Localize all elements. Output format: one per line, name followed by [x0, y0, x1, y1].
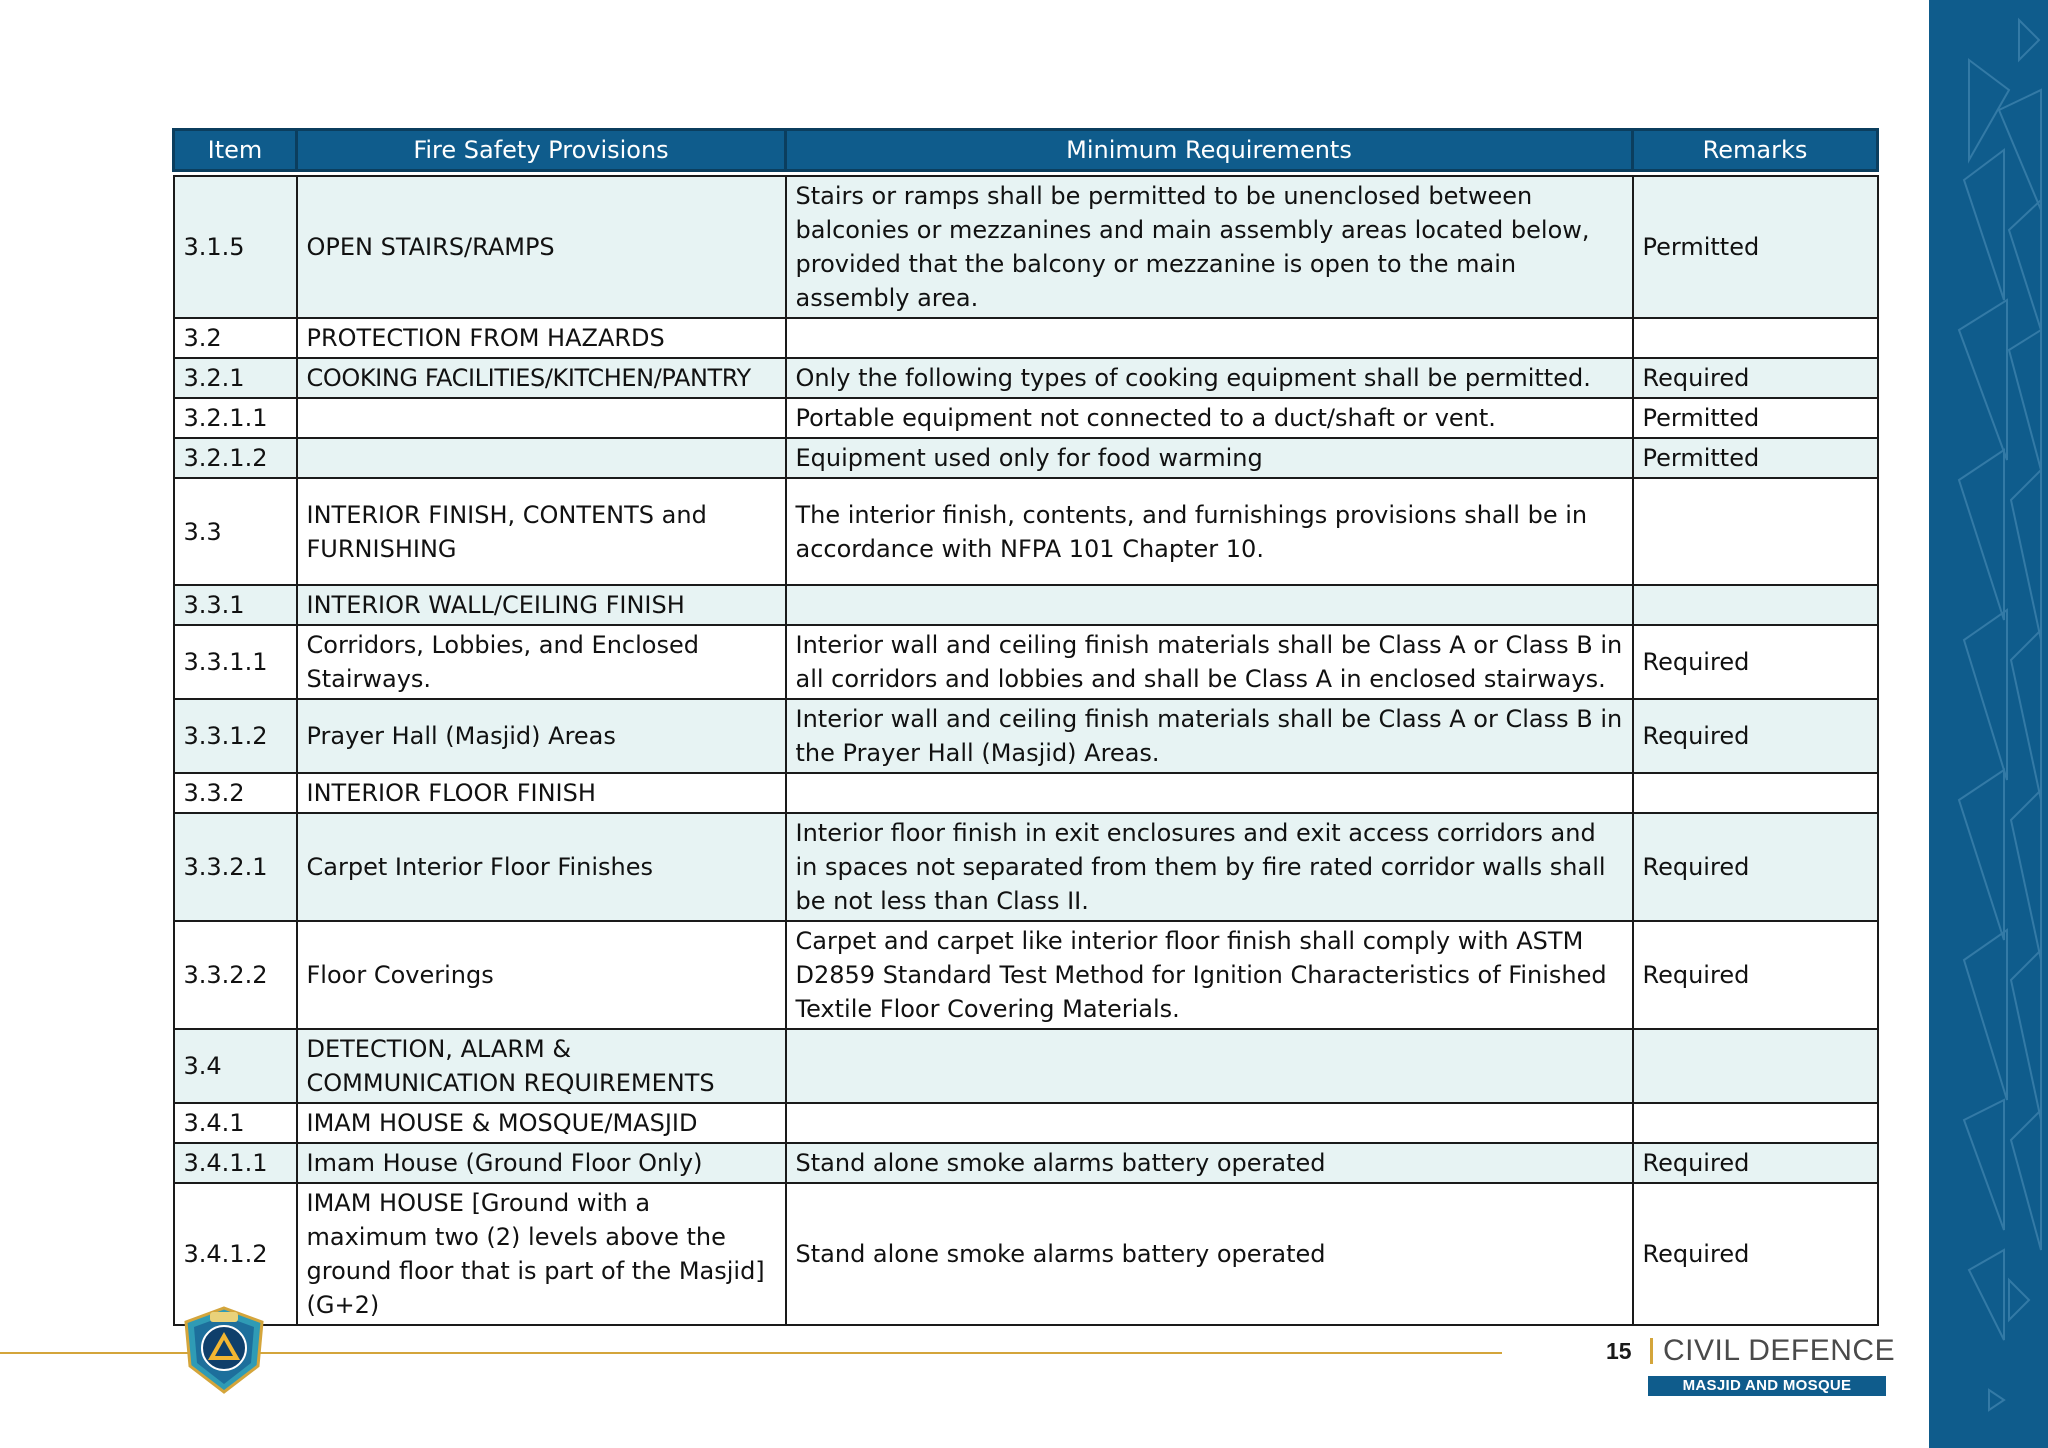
header-item: Item [174, 130, 297, 171]
table-row [174, 625, 1878, 699]
cell-item: 3.3.1.2 [174, 699, 297, 773]
cell-item: 3.3.2.1 [174, 813, 297, 921]
table-row [174, 773, 1878, 813]
table-header-row [174, 130, 1878, 171]
cell-remarks: Permitted [1633, 176, 1878, 318]
footer-separator [1650, 1338, 1653, 1364]
cell-item: 3.2.1.2 [174, 438, 297, 478]
civil-defence-emblem-logo [180, 1306, 268, 1394]
cell-item: 3.3 [174, 478, 297, 585]
cell-provision: INTERIOR FINISH, CONTENTS and FURNISHING [297, 478, 786, 585]
cell-item: 3.3.2.2 [174, 921, 297, 1029]
table-row [174, 585, 1878, 625]
cell-requirement: Interior wall and ceiling finish materials shall be Class A or Class B in the Prayer Hall (Masjid) Areas. [786, 699, 1633, 773]
cell-item: 3.2 [174, 318, 297, 358]
cell-provision: PROTECTION FROM HAZARDS [297, 318, 786, 358]
side-decorative-band [1929, 0, 2048, 1448]
cell-provision: IMAM HOUSE & MOSQUE/MASJID [297, 1103, 786, 1143]
cell-requirement [786, 318, 1633, 358]
cell-item: 3.2.1 [174, 358, 297, 398]
cell-requirement [786, 585, 1633, 625]
cell-requirement: Stand alone smoke alarms battery operated [786, 1143, 1633, 1183]
cell-requirement: Only the following types of cooking equipment shall be permitted. [786, 358, 1633, 398]
cell-remarks: Required [1633, 1183, 1878, 1325]
cell-requirement: Interior wall and ceiling finish materials shall be Class A or Class B in all corridors and lobbies and shall be Class A in enclosed stairways. [786, 625, 1633, 699]
table-row [174, 358, 1878, 398]
table-row [174, 1029, 1878, 1103]
cell-item: 3.3.2 [174, 773, 297, 813]
cell-remarks: Permitted [1633, 398, 1878, 438]
table-row [174, 1103, 1878, 1143]
table-row [174, 176, 1878, 318]
cell-requirement: The interior finish, contents, and furnishings provisions shall be in accordance with NFPA 101 Chapter 10. [786, 478, 1633, 585]
table-row [174, 478, 1878, 585]
cell-item: 3.4.1 [174, 1103, 297, 1143]
table-row [174, 318, 1878, 358]
document-subtitle-badge: MASJID AND MOSQUE [1648, 1376, 1886, 1396]
cell-provision: Corridors, Lobbies, and Enclosed Stairways. [297, 625, 786, 699]
page-number: 15 [1606, 1338, 1632, 1364]
cell-remarks: Required [1633, 921, 1878, 1029]
cell-requirement: Interior floor finish in exit enclosures and exit access corridors and in spaces not separated from them by fire rated corridor walls shall be not less than Class II. [786, 813, 1633, 921]
cell-remarks: Permitted [1633, 438, 1878, 478]
cell-requirement [786, 1029, 1633, 1103]
cell-provision [297, 398, 786, 438]
geometric-pattern [1929, 0, 2048, 1448]
table-row [174, 813, 1878, 921]
header-fire-safety-provisions: Fire Safety Provisions [297, 130, 786, 171]
cell-provision: Floor Coverings [297, 921, 786, 1029]
header-minimum-requirements: Minimum Requirements [786, 130, 1633, 171]
cell-item: 3.2.1.1 [174, 398, 297, 438]
cell-requirement: Stand alone smoke alarms battery operated [786, 1183, 1633, 1325]
cell-remarks [1633, 1103, 1878, 1143]
cell-provision: INTERIOR FLOOR FINISH [297, 773, 786, 813]
cell-remarks [1633, 773, 1878, 813]
table-row [174, 1183, 1878, 1325]
table-row [174, 1143, 1878, 1183]
cell-item: 3.3.1 [174, 585, 297, 625]
table-row [174, 398, 1878, 438]
cell-item: 3.4.1.2 [174, 1183, 297, 1325]
header-remarks: Remarks [1633, 130, 1878, 171]
cell-requirement: Carpet and carpet like interior floor finish shall comply with ASTM D2859 Standard Test Method for Ignition Characteristics of Finished Textile Floor Covering Materials. [786, 921, 1633, 1029]
cell-requirement [786, 1103, 1633, 1143]
cell-provision: IMAM HOUSE [Ground with a maximum two (2) levels above the ground floor that is part of the Masjid] (G+2) [297, 1183, 786, 1325]
cell-remarks [1633, 1029, 1878, 1103]
cell-provision: DETECTION, ALARM & COMMUNICATION REQUIREMENTS [297, 1029, 786, 1103]
cell-remarks: Required [1633, 625, 1878, 699]
cell-remarks: Required [1633, 1143, 1878, 1183]
cell-provision [297, 438, 786, 478]
cell-remarks: Required [1633, 358, 1878, 398]
cell-provision: Imam House (Ground Floor Only) [297, 1143, 786, 1183]
cell-item: 3.4 [174, 1029, 297, 1103]
cell-item: 3.4.1.1 [174, 1143, 297, 1183]
cell-requirement: Stairs or ramps shall be permitted to be unenclosed between balconies or mezzanines and main assembly areas located below, provided that the balcony or mezzanine is open to the main assembly area. [786, 176, 1633, 318]
cell-provision: OPEN STAIRS/RAMPS [297, 176, 786, 318]
cell-provision: INTERIOR WALL/CEILING FINISH [297, 585, 786, 625]
cell-remarks: Required [1633, 699, 1878, 773]
cell-item: 3.3.1.1 [174, 625, 297, 699]
fire-safety-requirements-table [172, 128, 1879, 1326]
cell-remarks [1633, 318, 1878, 358]
cell-requirement: Portable equipment not connected to a duct/shaft or vent. [786, 398, 1633, 438]
table-row [174, 699, 1878, 773]
cell-provision: Carpet Interior Floor Finishes [297, 813, 786, 921]
cell-requirement [786, 773, 1633, 813]
table-row [174, 438, 1878, 478]
cell-remarks [1633, 585, 1878, 625]
cell-requirement: Equipment used only for food warming [786, 438, 1633, 478]
table-row [174, 921, 1878, 1029]
cell-provision: COOKING FACILITIES/KITCHEN/PANTRY [297, 358, 786, 398]
cell-remarks: Required [1633, 813, 1878, 921]
cell-item: 3.1.5 [174, 176, 297, 318]
cell-remarks [1633, 478, 1878, 585]
brand-title: CIVIL DEFENCE [1663, 1334, 1896, 1367]
cell-provision: Prayer Hall (Masjid) Areas [297, 699, 786, 773]
